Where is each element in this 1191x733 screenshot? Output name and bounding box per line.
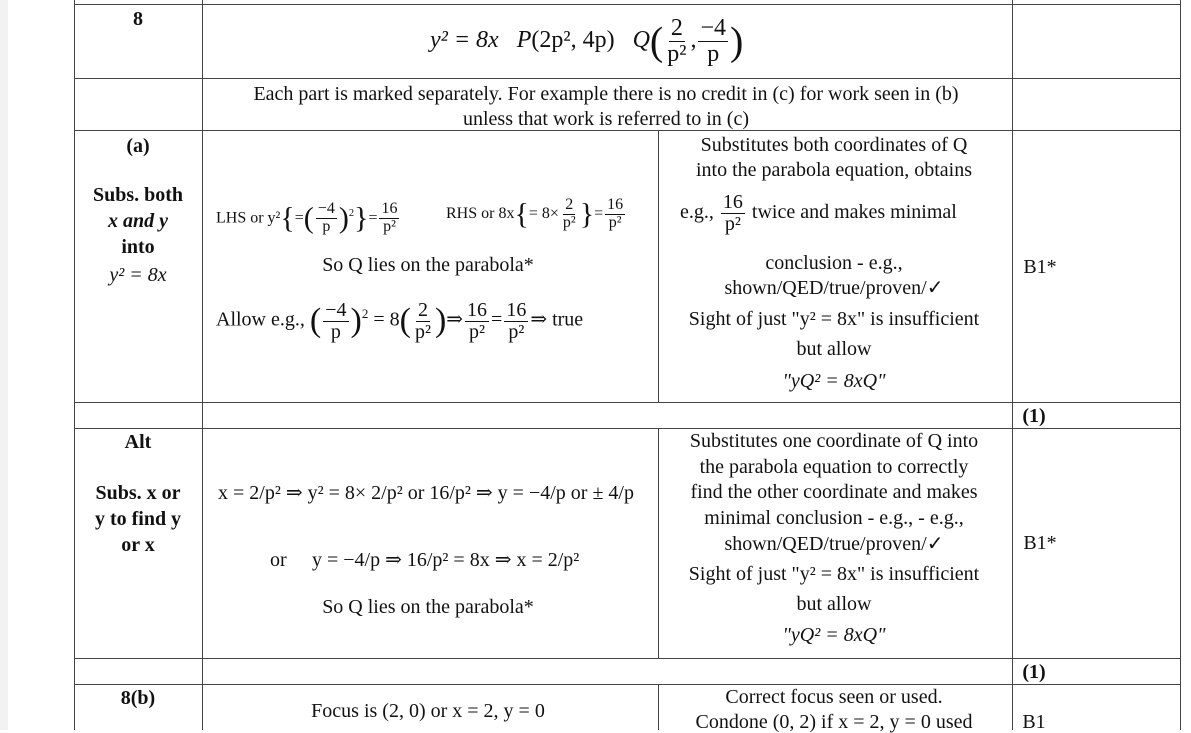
part-a-guidance-line: but allow [796, 338, 872, 360]
table-row-border [74, 78, 1180, 79]
part-a-guidance-line: "yQ² = 8xQ" [782, 370, 886, 392]
part-b-answer: Focus is (2, 0) or x = 2, y = 0 [311, 700, 545, 722]
alt-method-line: y to find y [94, 508, 182, 530]
question-number: 8 [133, 8, 143, 30]
table-col-border [1012, 0, 1013, 730]
table-col-border [202, 0, 203, 730]
table-row-border [74, 130, 1180, 131]
table-col-border [1180, 0, 1181, 730]
point-p-label: P [516, 27, 532, 53]
part-a-method-equation: y² = 8x [109, 264, 167, 286]
q-x-fraction: $\frac{2}{\text{p²}}$ [667, 14, 687, 67]
alt-guidance-line: the parabola equation to correctly [699, 456, 969, 478]
alt-guidance-line: find the other coordinate and makes [690, 481, 978, 503]
alt-conclusion: So Q lies on the parabola* [322, 596, 534, 618]
header-equation: y² = 8x P(2p², 4p) Q( $\frac{2}{\text{p²}}$ , $\frac{-4}{p}$ ) [430, 14, 744, 67]
table-row-border [74, 658, 1180, 659]
parabola-equation: y² = 8x [430, 27, 499, 53]
general-note-line-1: Each part is marked separately. For example there is no credit in (c) for work seen in (b) [253, 83, 959, 105]
alt-guidance-line: shown/QED/true/proven/✓ [724, 533, 944, 555]
part-b-guidance-line: Condone (0, 2) if x = 2, y = 0 used [695, 711, 973, 733]
table-col-border [74, 0, 75, 730]
part-b-mark: B1 [1022, 711, 1046, 733]
part-b-guidance-line: Correct focus seen or used. [725, 686, 943, 708]
part-a-lhs-working: LHS or y²{=( $\frac{-4}{p}$ )$^2$}= $\frac{16}{\text{p²}}$ [216, 200, 398, 236]
part-a-method-line: x and y [108, 210, 168, 232]
alt-working-row-1: x = 2/p² ⇒ y² = 8× 2/p² or 16/p² ⇒ y = −4/p or ± 4/p [218, 482, 634, 504]
point-q-label: Q [632, 27, 650, 53]
alt-mark: B1* [1023, 532, 1057, 554]
alt-guidance-line: minimal conclusion - e.g., - e.g., [704, 507, 964, 529]
table-row-border [74, 684, 1180, 685]
part-a-guidance-line: conclusion - e.g., [765, 252, 903, 274]
alt-guidance-line: "yQ² = 8xQ" [782, 624, 886, 646]
part-a-subtotal: (1) [1022, 405, 1046, 427]
alt-method-line: Subs. x or [95, 482, 181, 504]
table-row-border [74, 4, 1180, 5]
alt-working-row-2: y = −4/p ⇒ 16/p² = 8x ⇒ x = 2/p² [312, 549, 580, 571]
part-b-label: 8(b) [120, 687, 156, 709]
alt-method-line: or x [121, 534, 155, 556]
part-a-mark: B1* [1023, 256, 1057, 278]
part-a-guidance-line: Substitutes both coordinates of Q [700, 134, 968, 156]
alt-guidance-line: but allow [796, 593, 872, 615]
part-a-rhs-working: RHS or 8x{= 8× $\frac{2}{\text{p²}}$ }= $\frac{16}{\text{p²}}$ [446, 196, 624, 231]
general-note-line-2: unless that work is referred to in (c) [462, 108, 750, 130]
table-col-border [658, 130, 659, 402]
part-a-guidance-line: into the parabola equation, obtains [695, 159, 973, 181]
table-row-border [74, 402, 1180, 403]
part-a-guidance-line: shown/QED/true/proven/✓ [724, 277, 944, 299]
part-a-guidance-line: Sight of just "y² = 8x" is insufficient [688, 308, 980, 330]
alt-label: Alt [124, 431, 152, 453]
alt-working-or: or [270, 549, 287, 571]
table-col-border [658, 684, 659, 730]
part-a-allow-working: Allow e.g., ( $\frac{-4}{p}$ )$^2$ = 8( $\frac{2}{\text{p²}}$ )⇒ $\frac{16}{\text{p²}}$ = $\frac{16}{\text{p²}}$ ⇒ true [216, 298, 584, 343]
point-p-coords: (2p², 4p) [531, 27, 615, 53]
part-a-label: (a) [126, 135, 150, 157]
part-a-conclusion: So Q lies on the parabola* [322, 254, 534, 276]
alt-guidance-line: Sight of just "y² = 8x" is insufficient [688, 563, 980, 585]
alt-subtotal: (1) [1022, 661, 1046, 683]
table-row-border [74, 428, 1180, 429]
table-col-border [658, 428, 659, 658]
part-a-method-line: Subs. both [92, 184, 184, 206]
q-y-fraction: $\frac{-4}{p}$ [700, 14, 726, 67]
alt-guidance-line: Substitutes one coordinate of Q into [689, 430, 979, 452]
part-a-method-line: into [121, 236, 155, 258]
part-a-guidance-eg: e.g., $\frac{16}{\text{p²}}$ twice and makes minimal [680, 190, 957, 235]
